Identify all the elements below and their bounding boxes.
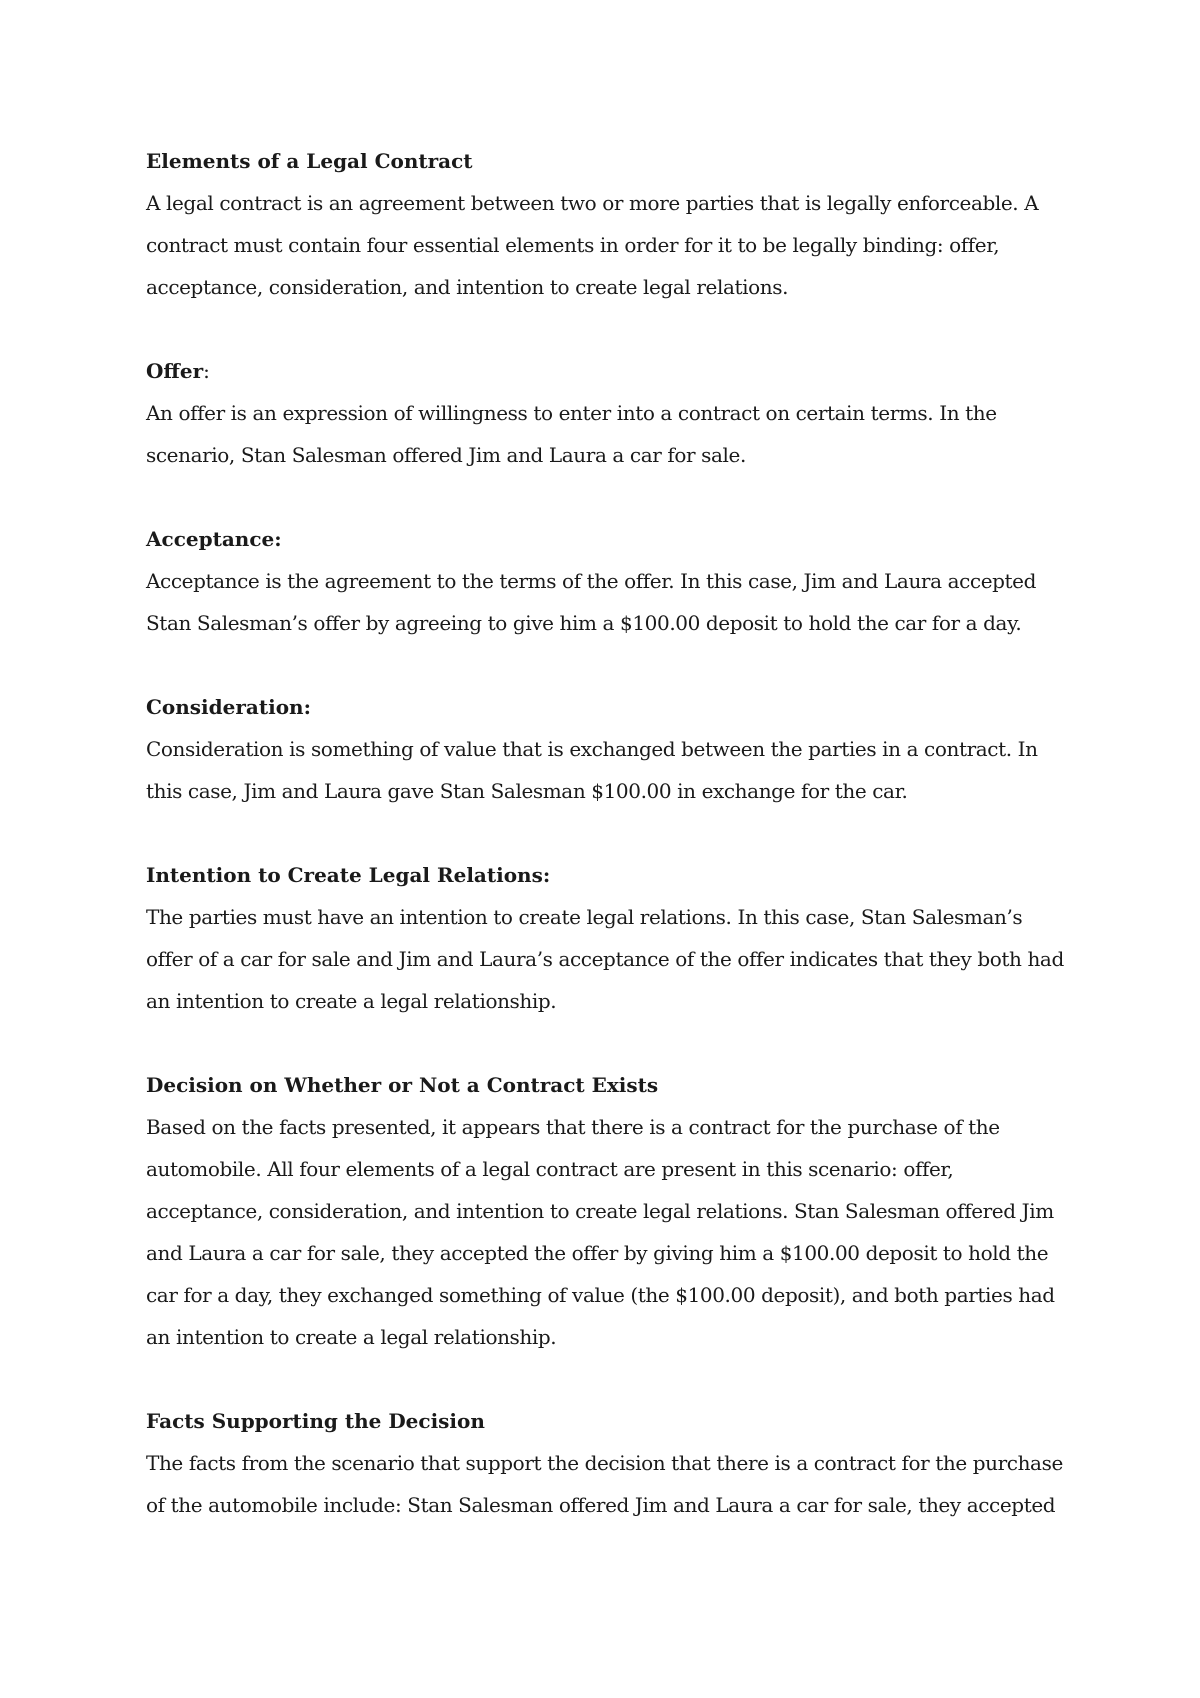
section-elements — [146, 140, 1066, 308]
section-paragraph: The facts from the scenario that support the decision that there is a contract for the purchase of the automobile include: Stan Salesman offered Jim and Laura a car for sale, they accepted — [146, 1451, 1063, 1517]
section-paragraph: Based on the facts presented, it appears that there is a contract for the purchase of the automobile. All four elements of a legal contract are present in this scenario: offer, acceptance, consideration, and intention to create legal relations. Stan Salesman offered Jim and Laura a car for sale, they accepted the offer by giving him a $100.00 deposit to hold the car for a day, they exchanged something of value (the $100.00 deposit), and both parties had an intention to create a legal relationship. — [146, 1115, 1055, 1349]
section-facts — [146, 1400, 1066, 1526]
heading-text: Offer — [146, 359, 204, 383]
section-offer — [146, 350, 1066, 476]
section-paragraph: The parties must have an intention to create legal relations. In this case, Stan Salesman’s offer of a car for sale and Jim and Laura’s acceptance of the offer indicates that they both had an intention to create a legal relationship. — [146, 905, 1064, 1013]
section-heading: Consideration: — [146, 695, 311, 719]
heading-colon: : — [203, 359, 210, 383]
section-heading: Intention to Create Legal Relations: — [146, 863, 551, 887]
section-heading: Acceptance: — [146, 527, 282, 551]
section-decision — [146, 1064, 1066, 1358]
section-heading — [146, 350, 1066, 392]
section-paragraph: A legal contract is an agreement between two or more parties that is legally enforceable. A contract must contain four essential elements in order for it to be legally binding: offer, acceptance, consideration, and intention to create legal relations. — [146, 191, 1039, 299]
section-consideration — [146, 686, 1066, 812]
section-intention — [146, 854, 1066, 1022]
section-acceptance — [146, 518, 1066, 644]
document-body — [146, 140, 1066, 1568]
section-paragraph: Consideration is something of value that is exchanged between the parties in a contract. In this case, Jim and Laura gave Stan Salesman $100.00 in exchange for the car. — [146, 737, 1038, 803]
section-heading: Decision on Whether or Not a Contract Exists — [146, 1073, 659, 1097]
section-heading: Facts Supporting the Decision — [146, 1409, 485, 1433]
section-paragraph: An offer is an expression of willingness to enter into a contract on certain terms. In the scenario, Stan Salesman offered Jim and Laura a car for sale. — [146, 401, 997, 467]
section-heading: Elements of a Legal Contract — [146, 149, 473, 173]
section-paragraph: Acceptance is the agreement to the terms of the offer. In this case, Jim and Laura accepted Stan Salesman’s offer by agreeing to give him a $100.00 deposit to hold the car for a day. — [146, 569, 1037, 635]
